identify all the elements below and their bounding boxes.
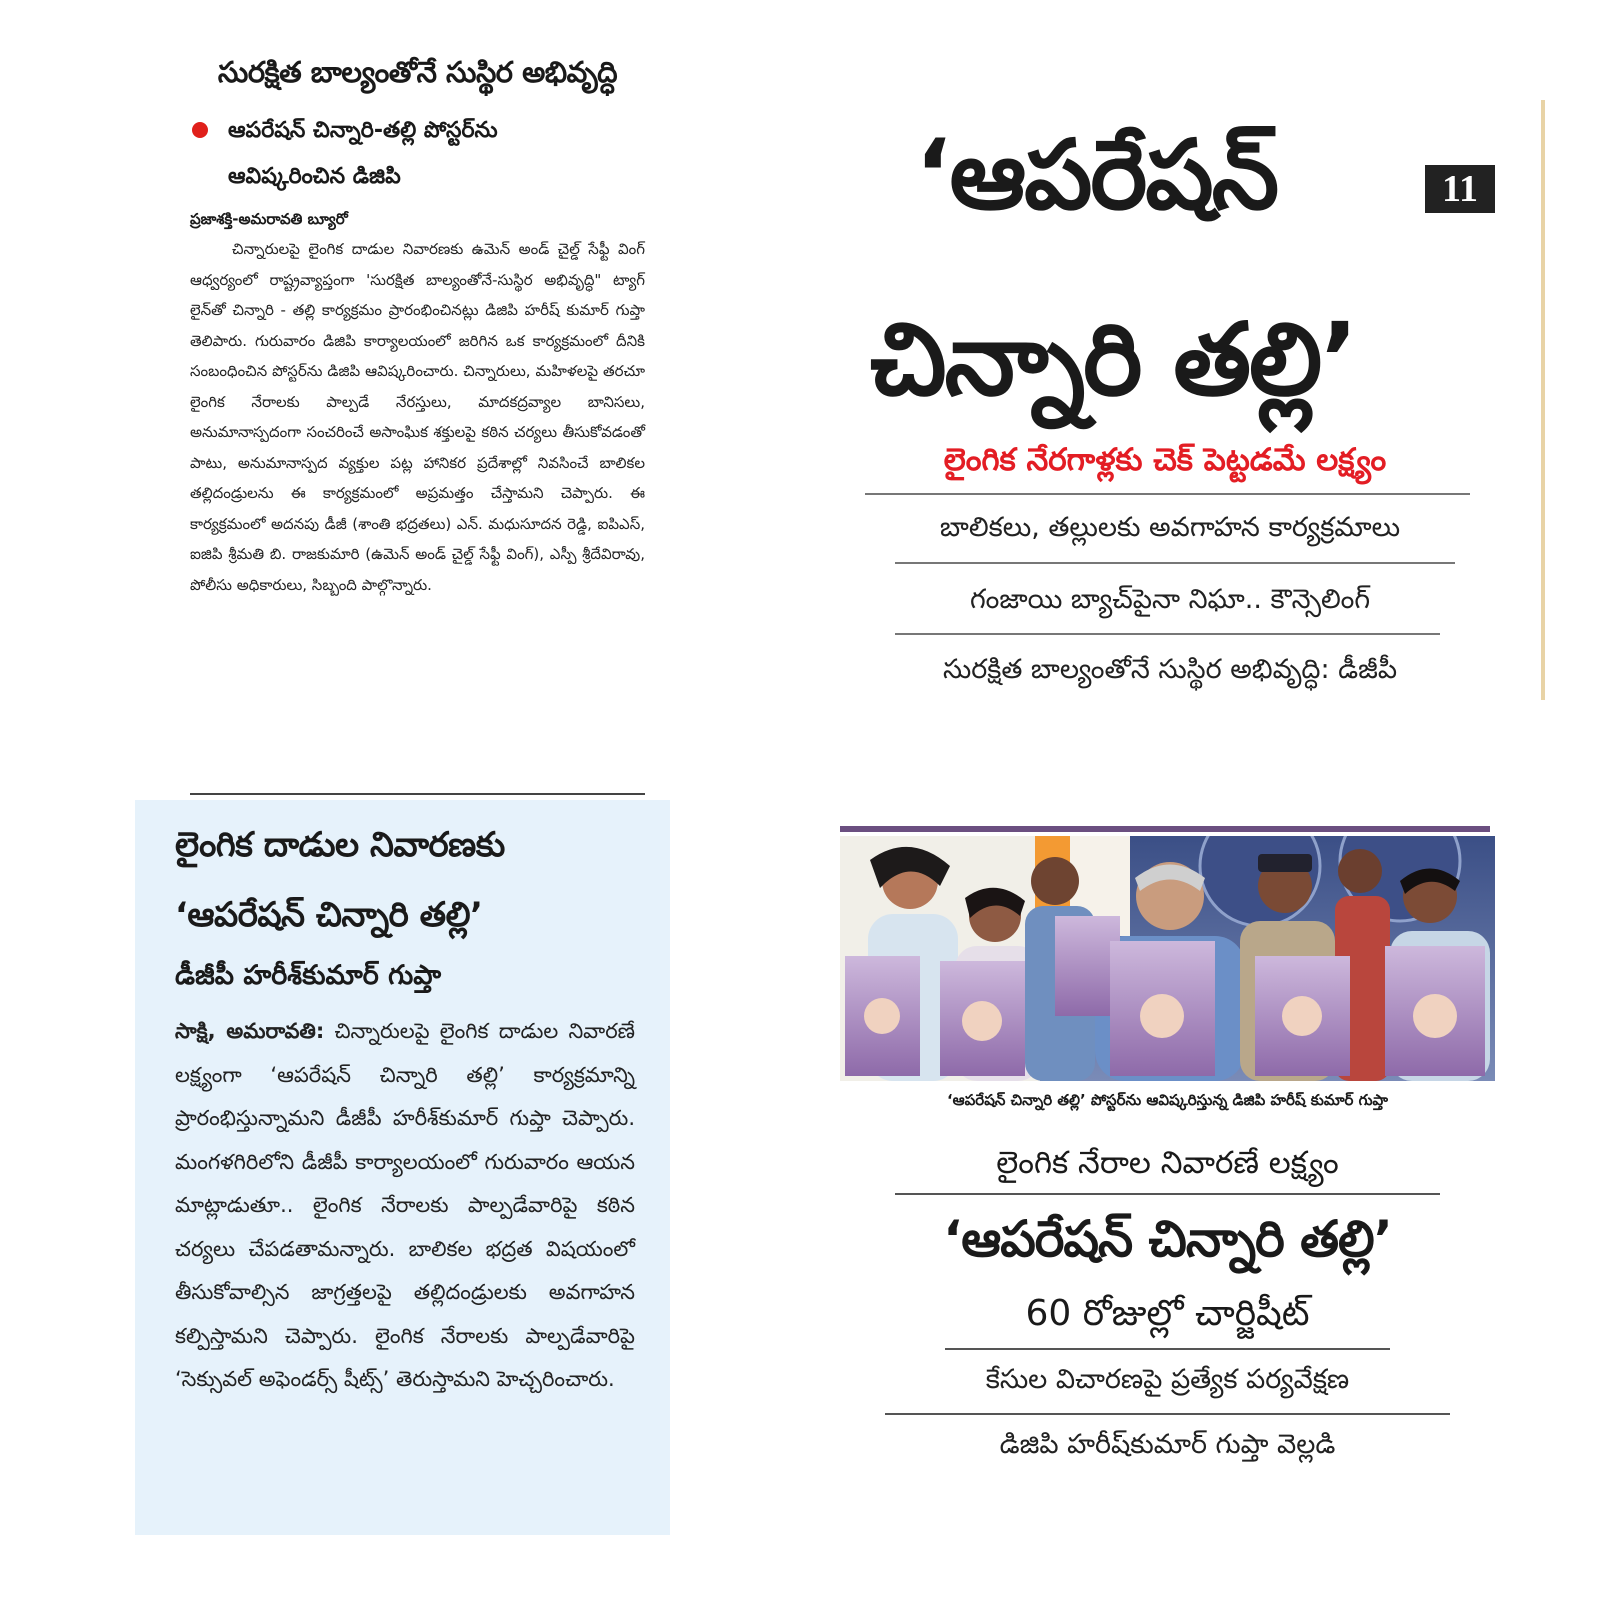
photo-caption: ‘ఆపరేషన్ చిన్నారి తల్లి’ పోస్టర్‌ను ఆవిష్కరిస్తున్న డిజిపి హరీష్ కుమార్ గుప్తా <box>946 1091 1389 1109</box>
divider <box>945 1348 1390 1350</box>
headline-line-3: డీజీపీ హరీశ్‌కుమార్ గుప్తా <box>175 960 442 991</box>
byline: ప్రజాశక్తి-అమరావతి బ్యూరో <box>190 210 348 228</box>
subhead: ఆపరేషన్ చిన్నారి-తల్లి పోస్టర్‌ను ఆవిష్కరించిన డిజిపి <box>228 118 498 189</box>
subhead-row <box>192 108 645 200</box>
page-number-badge: 11 <box>1425 165 1495 213</box>
top-bar <box>840 826 1490 832</box>
divider <box>885 1413 1450 1415</box>
kicker: లైంగిక నేరాల నివారణే లక్ష్యం <box>996 1145 1339 1181</box>
divider <box>895 562 1455 564</box>
dateline: సాక్షి, అమరావతి: <box>175 1019 325 1043</box>
red-bullet-icon <box>192 122 208 138</box>
poster-4 <box>1110 941 1215 1076</box>
deck-line: డిజిపి హరీష్‌కుమార్ గుప్తా వెల్లడి <box>999 1429 1336 1460</box>
poster-5 <box>1255 956 1350 1076</box>
title-line-2: చిన్నారి తల్లి’ <box>870 301 1357 418</box>
poster-6 <box>1385 946 1485 1076</box>
news-photo <box>840 836 1495 1081</box>
poster-1 <box>845 956 920 1076</box>
headline-line-1: లైంగిక దాడుల నివారణకు <box>175 825 505 865</box>
title-line-1: ‘ఆపరేషన్ <box>915 119 1278 231</box>
deck-line: సురక్షిత బాల్యంతోనే సుస్థిర అభివృద్ధి: డీజీపీ <box>942 654 1398 685</box>
red-subhead: లైంగిక నేరగాళ్లకు చెక్ పెట్టడమే లక్ష్యం <box>943 442 1387 478</box>
clipping-eenadu <box>850 100 1545 700</box>
main-title: ‘ఆపరేషన్ చిన్నారి తల్లి’ <box>943 1210 1392 1268</box>
deck-line: బాలికలు, తల్లులకు అవగాహన కార్యక్రమాలు <box>939 512 1401 543</box>
poster-2 <box>940 961 1025 1076</box>
article-body: చిన్నారులపై లైంగిక దాడుల నివారణకు ఉమెన్ అండ్ చైల్డ్ సేఫ్టీ వింగ్ ఆధ్వర్యంలో రాష్ట్రవ్యాప్తంగా 'సురక్షిత బాల్యంతోనే-సుస్థిర అభివృద్ధి" ట్యాగ్ లైన్‌తో చిన్నారి - తల్లి కార్యక్రమం ప్రారంభించినట్లు డిజిపి హరీష్ కుమార్ గుప్తా తెలిపారు. గురువారం డిజిపి కార్యాలయంలో జరిగిన ఒక కార్యక్రమంలో దీనికి సంబంధించిన పోస్టర్‌ను డిజిపి ఆవిష్కరించారు. చిన్నారులు, మహిళలపై తరచూ లైంగిక నేరాలకు పాల్పడే నేరస్తులు, మాదకద్రవ్యాల బానిసలు, అనుమానాస్పదంగా సంచరించే అసాంఘిక శక్తులపై కఠిన చర్యలు తీసుకోవడంతో పాటు, అనుమానాస్పద వ్యక్తుల పట్ల హానికర ప్రదేశాల్లో నివసించే బాలికల తల్లిదండ్రులను ఈ కార్యక్రమంలో అప్రమత్తం చేస్తామని చెప్పారు. ఈ కార్యక్రమంలో అదనపు డీజీ (శాంతి భద్రతలు) ఎన్. మధుసూదన రెడ్డి, ఐపిఎస్, ఐజిపి శ్రీమతి బి. రాజకుమారి (ఉమెన్ అండ్ చైల్డ్ సేఫ్టీ వింగ్), ఎస్పీ శ్రీదేవిరావు, పోలీసు అధికారులు, సిబ్బంది పాల్గొన్నారు. <box>190 240 645 594</box>
divider <box>190 793 645 795</box>
clipping-andhrajyothy <box>840 826 1495 1486</box>
page-edge <box>1541 100 1545 700</box>
article-text: చిన్నారులపై లైంగిక దాడుల నివారణే లక్ష్యంగా ‘ఆపరేషన్ చిన్నారి తల్లి’ కార్యక్రమాన్ని ప్రారంభిస్తున్నామని డీజీపీ హరీశ్‌కుమార్ గుప్తా చెప్పారు. మంగళగిరిలోని డీజీపీ కార్యాలయంలో గురువారం ఆయన మాట్లాడుతూ.. లైంగిక నేరాలకు పాల్పడేవారిపై కఠిన చర్యలు చేపడతామన్నారు. బాలికల భద్రత విషయంలో తీసుకోవాల్సిన జాగ్రత్తలపై తల్లిదండ్రులకు అవగాహన కల్పిస్తామని చెప్పారు. లైంగిక నేరాలకు పాల్పడేవారిపై ‘సెక్సువల్ అఫెండర్స్ షీట్స్’ తెరుస్తామని హెచ్చరించారు. <box>175 1019 635 1391</box>
deck-line: కేసుల విచారణపై ప్రత్యేక పర్యవేక్షణ <box>985 1364 1350 1395</box>
divider <box>895 633 1440 635</box>
divider <box>865 493 1470 495</box>
headline-line-2: ‘ఆపరేషన్ చిన్నారి తల్లి’ <box>175 895 483 935</box>
article-body <box>175 1010 635 1402</box>
clipping-sakshi <box>135 800 670 1535</box>
subtitle: 60 రోజుల్లో చార్జిషీట్ <box>1025 1293 1310 1334</box>
deck-line: గంజాయి బ్యాచ్‌పైనా నిఘా.. కౌన్సెలింగ్ <box>969 584 1371 615</box>
divider <box>895 1193 1440 1195</box>
headline: సురక్షిత బాల్యంతోనే సుస్థిర అభివృద్ధి <box>217 55 618 89</box>
clipping-prajasakti <box>190 50 645 795</box>
